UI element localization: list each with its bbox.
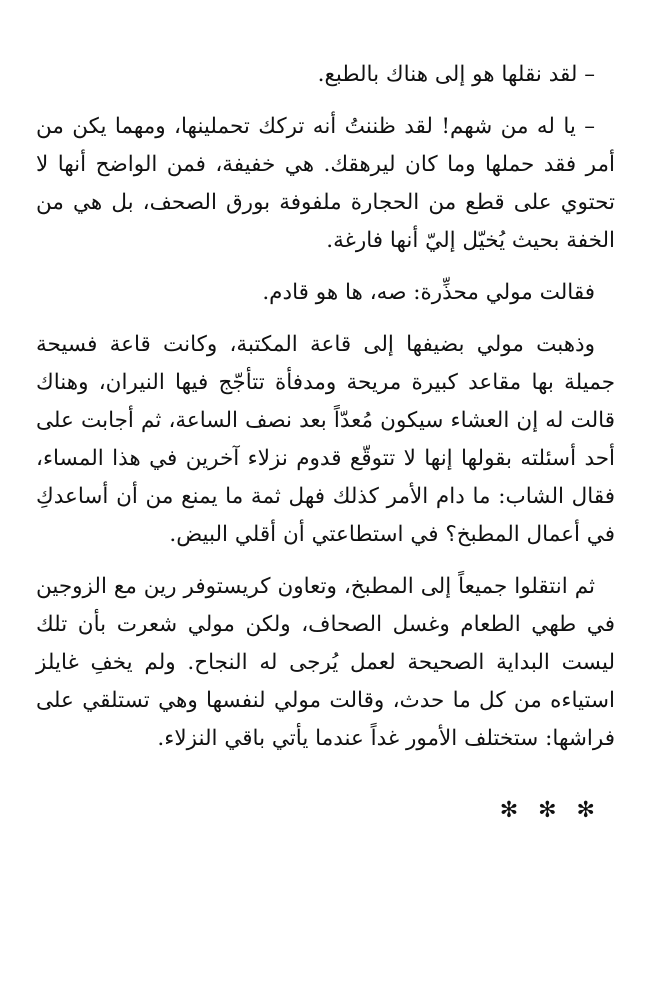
book-page xyxy=(36,56,615,1000)
paragraph-dialogue-3: فقالت مولي محذِّرة: صه، ها هو قادم. xyxy=(262,280,595,305)
paragraph-narrative-1: وذهبت مولي بضيفها إلى قاعة المكتبة، وكانت قاعة فسيحة جميلة بها مقاعد كبيرة مريحة ومدفأة تتأجّج فيها النيران، وهناك قالت له إن العشاء سيكون مُعدّاً بعد نصف الساعة، ثم أجابت على أحد أسئلته بقولها إنها لا تتوقّع قدوم نزلاء آخرين في هذا المساء، فقال الشاب: ما دام الأمر كذلك فهل ثمة ما يمنع من أن أساعدكِ في أعمال المطبخ؟ في استطاعتي أن أقلي البيض. xyxy=(36,332,615,547)
paragraph-narrative-2: ثم انتقلوا جميعاً إلى المطبخ، وتعاون كريستوفر رين مع الزوجين في طهي الطعام وغسل الصحاف، ولكن مولي شعرت بأن تلك ليست البداية الصحيحة لعمل يُرجى له النجاح. ولم يخفِ غايلز استياءه من كل ما حدث، وقالت مولي لنفسها وهي تستلقي على فراشها: ستختلف الأمور غداً عندما يأتي باقي النزلاء. xyxy=(36,574,615,751)
paragraph-dialogue-1: – لقد نقلها هو إلى هناك بالطبع. xyxy=(317,62,595,87)
paragraph-dialogue-2: – يا له من شهم! لقد ظننتُ أنه تركك تحملينها، ومهما يكن من أمر فقد حملها وما كان ليرهقك. هي خفيفة، فمن الواضح أنها لا تحتوي على قطع من الحجارة ملفوفة بورق الصحف، بل هي من الخفة بحيث يُخيّل إليّ أنها فارغة. xyxy=(36,114,615,253)
section-separator: ✻✻✻ xyxy=(499,798,615,823)
